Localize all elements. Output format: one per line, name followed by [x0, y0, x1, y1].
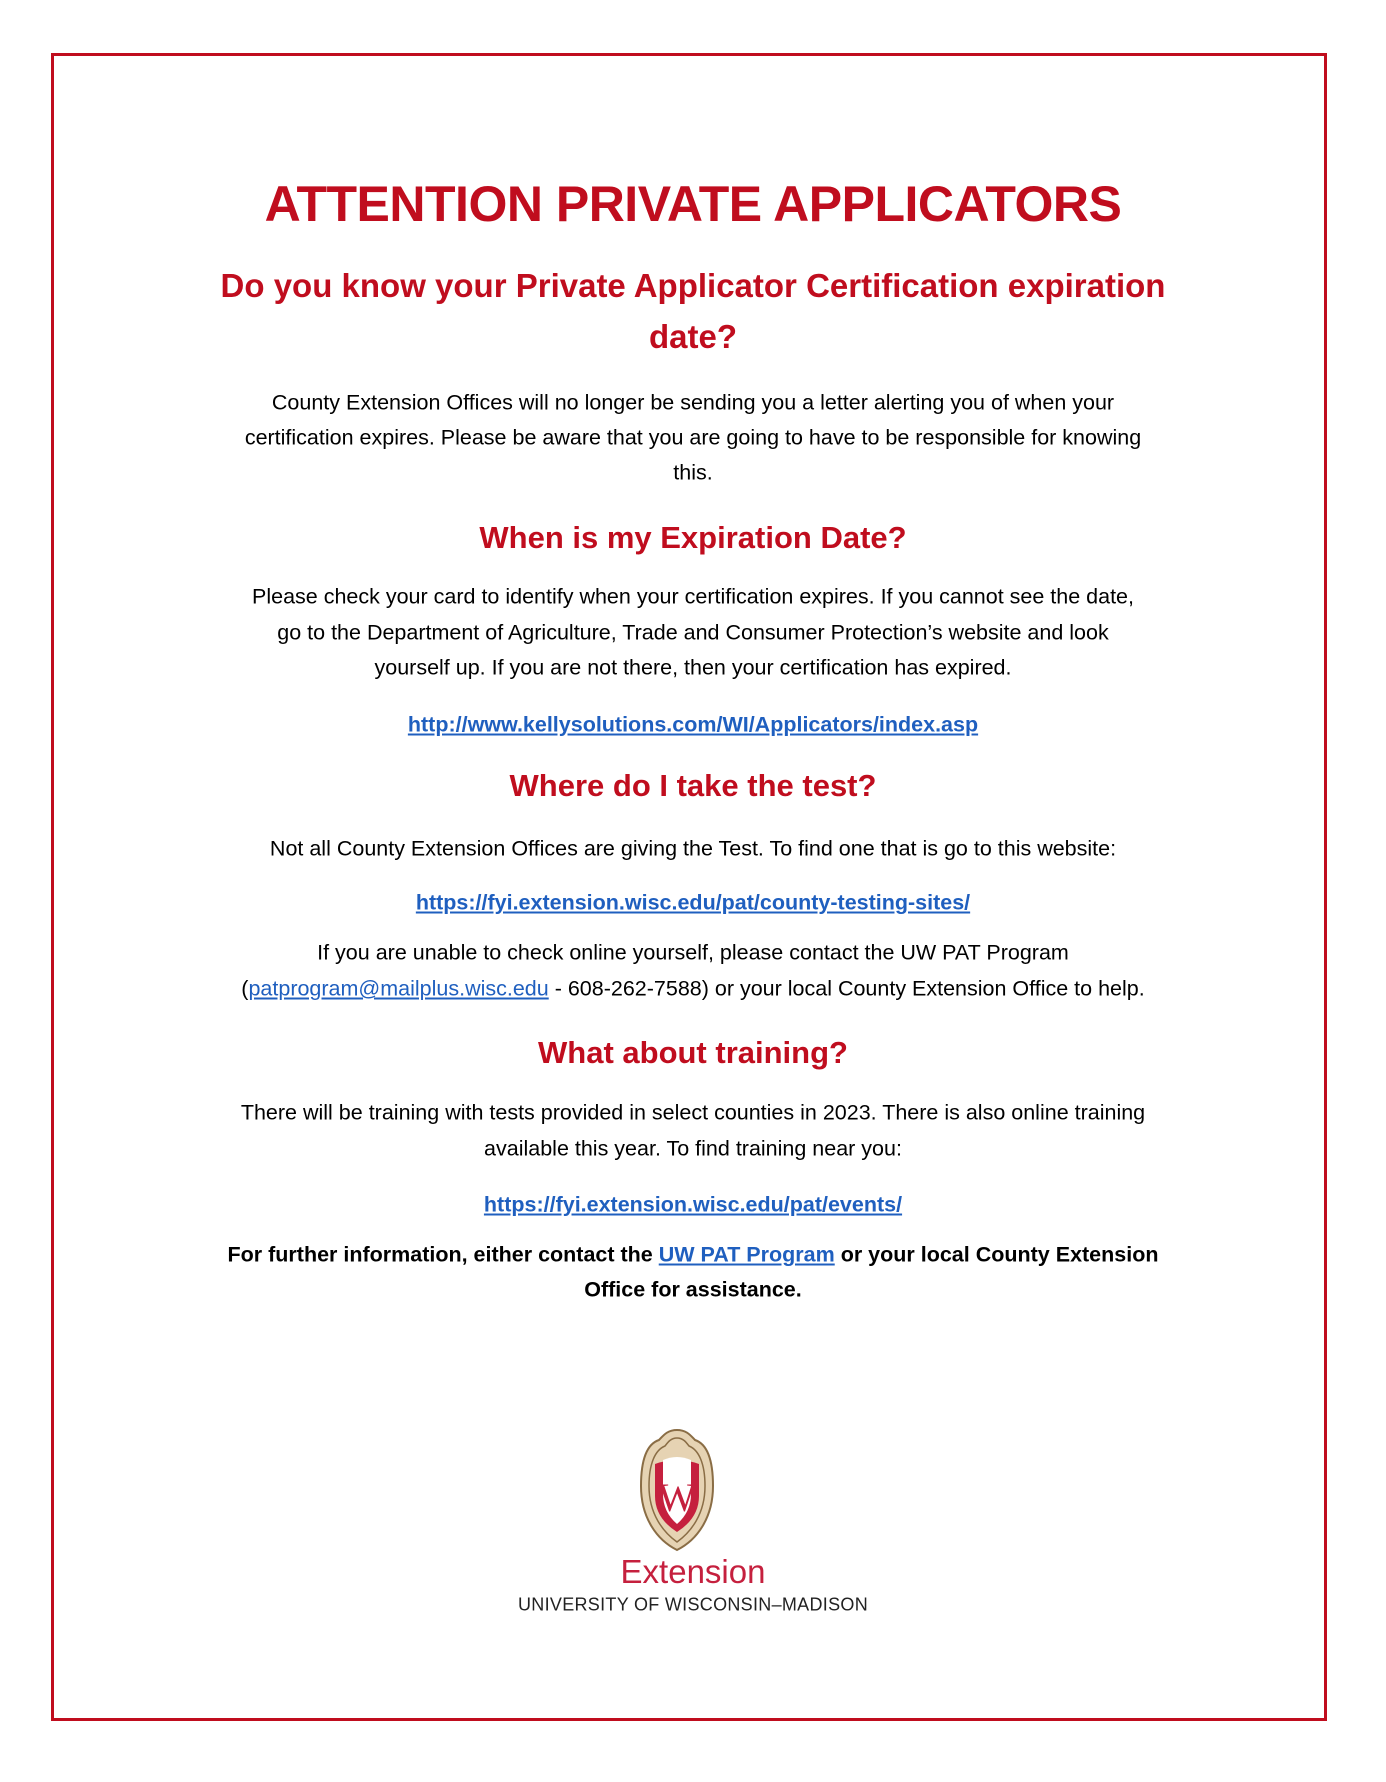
- uw-pat-program-link[interactable]: UW PAT Program: [658, 1242, 835, 1267]
- intro-line: this.: [673, 460, 713, 485]
- crest-letter: W: [658, 1475, 696, 1520]
- expiration-text: go to the Department of Agriculture, Trade and Consumer Protection’s website and look: [277, 620, 1109, 645]
- training-text: There will be training with tests provided in select counties in 2023. There is also online training: [240, 1100, 1146, 1125]
- events-link[interactable]: https://fyi.extension.wisc.edu/pat/events/: [483, 1192, 903, 1217]
- kellysolutions-link[interactable]: http://www.kellysolutions.com/WI/Applicators/index.asp: [407, 712, 979, 737]
- intro-line: County Extension Offices will no longer be sending you a letter alerting you of when your: [271, 390, 1115, 415]
- uw-crest-logo: [637, 1426, 717, 1559]
- email-link[interactable]: patprogram@mailplus.wisc.edu: [248, 976, 549, 1001]
- training-text: available this year. To find training near you:: [484, 1136, 902, 1161]
- contact-open: (: [241, 976, 249, 1001]
- section-heading-training: What about training?: [538, 1035, 848, 1070]
- extension-wordmark: Extension: [620, 1553, 766, 1590]
- section-heading-test: Where do I take the test?: [509, 768, 877, 803]
- contact-rest: - 608-262-7588) or your local County Extension Office to help.: [548, 976, 1145, 1001]
- further-info-line2: Office for assistance.: [584, 1277, 802, 1302]
- test-text: Not all County Extension Offices are giving the Test. To find one that is go to this website:: [269, 836, 1117, 861]
- subtitle-line: date?: [648, 318, 737, 355]
- page-title: ATTENTION PRIVATE APPLICATORS: [264, 176, 1122, 232]
- further-info: [0, 1243, 1386, 1268]
- section-heading-expiration: When is my Expiration Date?: [479, 520, 907, 555]
- contact-text-line2: [0, 977, 1386, 1002]
- university-name: UNIVERSITY OF WISCONSIN–MADISON: [517, 1594, 868, 1615]
- intro-line: certification expires. Please be aware that you are going to have to be responsible for knowing: [244, 425, 1142, 450]
- subtitle-line: Do you know your Private Applicator Certification expiration: [220, 267, 1166, 304]
- contact-text: If you are unable to check online yourself, please contact the UW PAT Program: [317, 940, 1069, 965]
- expiration-text: yourself up. If you are not there, then your certification has expired.: [374, 655, 1012, 680]
- further-info-text: or your local County Extension: [834, 1242, 1159, 1267]
- testing-sites-link[interactable]: https://fyi.extension.wisc.edu/pat/county-testing-sites/: [415, 890, 971, 915]
- expiration-text: Please check your card to identify when your certification expires. If you cannot see the date,: [252, 584, 1134, 609]
- further-info-text: For further information, either contact the: [227, 1242, 659, 1267]
